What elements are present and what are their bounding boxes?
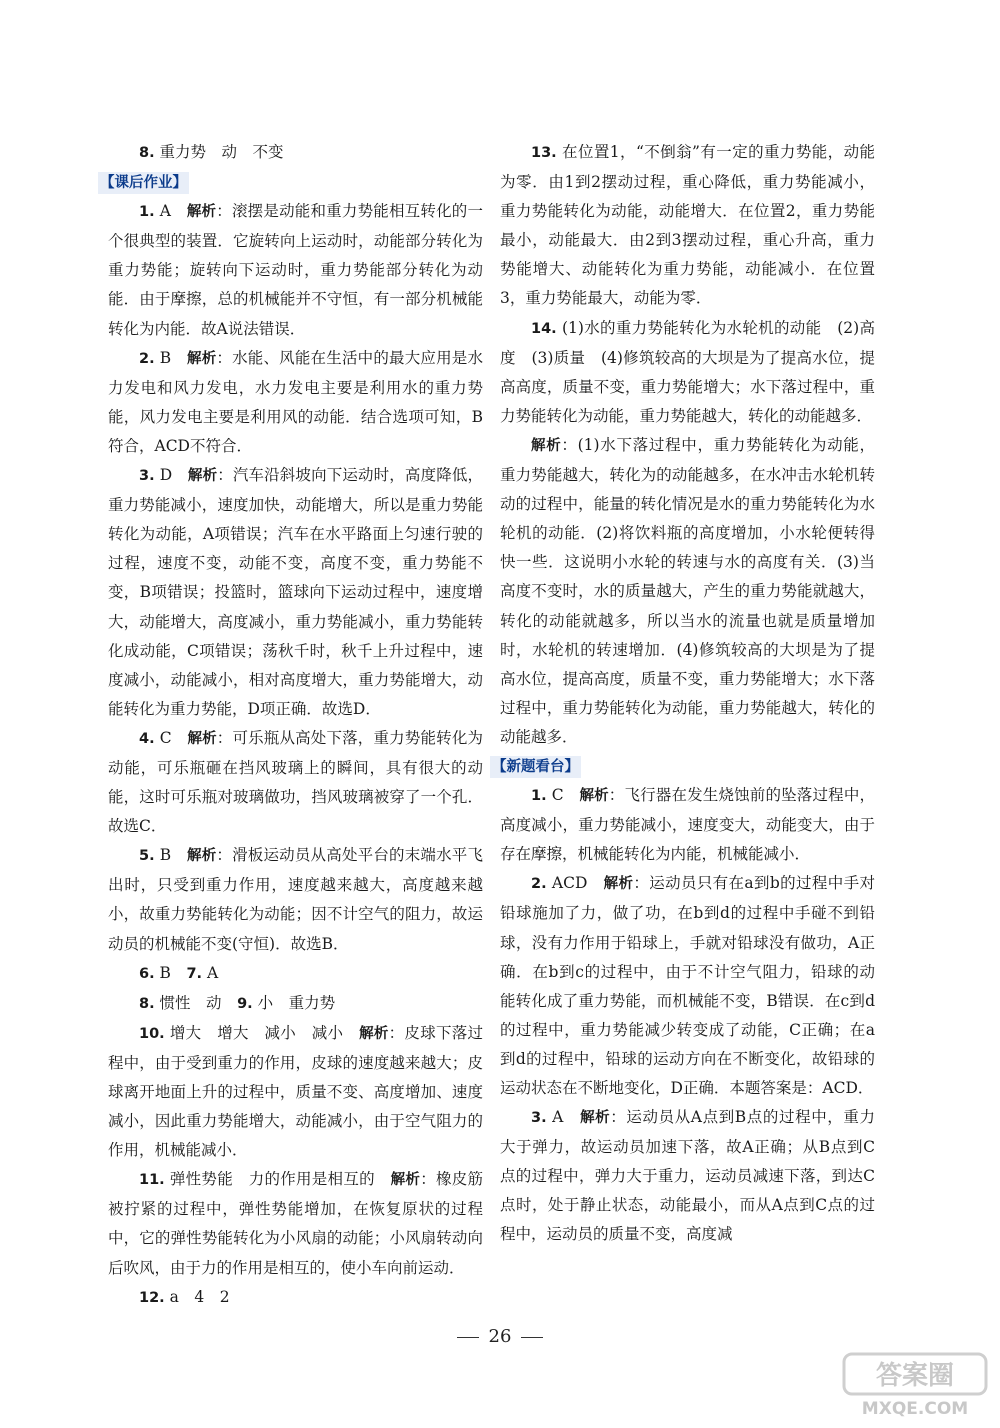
- item-number: 8.: [139, 995, 155, 1012]
- answer-item: [500, 869, 875, 1103]
- right-column: [492, 138, 875, 1250]
- item-answer: 增大 增大 减小 减小: [169, 1023, 344, 1042]
- section-label: 【新题看台】: [490, 756, 581, 778]
- item-number: 4.: [139, 730, 155, 747]
- analysis-keyword: 解析: [580, 1110, 611, 1127]
- answer-item: [108, 989, 483, 1019]
- item-text: B: [159, 963, 187, 982]
- answer-item: [108, 197, 483, 343]
- analysis-keyword: 解析: [187, 468, 218, 485]
- answer-item: [108, 138, 483, 168]
- item-number: 10.: [139, 1025, 165, 1042]
- watermark-text-bottom: MXQE.COM: [861, 1399, 969, 1419]
- left-column: [100, 138, 483, 1313]
- item-number: 1.: [531, 788, 547, 805]
- section-label: 【课后作业】: [98, 172, 189, 194]
- answer-item: [500, 314, 875, 431]
- item-text: ：滚摆是动能和重力势能相互转化的一个很典型的装置．它旋转向上运动时，动能部分转化为重力势能；旋转向下运动时，重力势能部分转化为动能．由于摩擦，总的机械能并不守恒，有一部分机械能转化为内能．故A说法错误．: [108, 202, 483, 338]
- item-number: 1.: [139, 204, 155, 221]
- item-text: ：汽车沿斜坡向下运动时，高度降低，重力势能减小，速度加快，动能增大，所以是重力势能转化为动能，A项错误；汽车在水平路面上匀速行驶的过程，速度不变，动能不变，高度不变，重力势能不变，B项错误；投篮时，篮球向下运动过程中，速度增大，动能增大，高度减小，重力势能减小，重力势能转化成动能，C项错误；荡秋千时，秋千上升过程中，速度减小，动能减小，相对高度增大，重力势能增大，动能转化为重力势能，D项正确．故选D．: [108, 466, 483, 718]
- item-text: (1)水的重力势能转化为水轮机的动能 (2)高度 (3)质量 (4)修筑较高的大坝是为了提高水位，提高高度，质量不变，重力势能增大；水下落过程中，重力势能转化为动能，重力势能越大，转化的动能越多．: [500, 318, 875, 425]
- item-number: 2.: [531, 876, 547, 893]
- item-text: 小 重力势: [257, 993, 336, 1012]
- item-number: 6.: [139, 965, 155, 982]
- analysis-keyword: 解析: [187, 350, 217, 367]
- answer-item: [500, 138, 875, 314]
- answer-item: [108, 461, 483, 724]
- answer-item: [500, 1103, 875, 1249]
- item-answer: 弹性势能 力的作用是相互的: [169, 1170, 375, 1189]
- answer-item: [500, 431, 875, 752]
- watermark-text-top: 答案圈: [875, 1361, 955, 1391]
- item-text: ：水能、风能在生活中的最大应用是水力发电和风力发电，水力发电主要是利用水的重力势能，风力发电主要是利用风的动能．结合选项可知，B符合，ACD不符合．: [108, 348, 483, 455]
- item-answer: A: [552, 1108, 564, 1127]
- item-answer: C: [159, 728, 172, 747]
- item-number: 13.: [531, 145, 557, 161]
- answer-item: [108, 1283, 483, 1313]
- page-number: 26: [0, 1326, 1000, 1347]
- page-number-dash-left: [457, 1337, 479, 1338]
- item-number: 11.: [139, 1172, 165, 1189]
- section-header: [492, 752, 875, 781]
- page-number-dash-right: [521, 1337, 543, 1338]
- item-number: 8.: [139, 145, 155, 161]
- item-answer: ACD: [551, 874, 588, 893]
- analysis-keyword: 解析: [603, 876, 634, 893]
- section-header: [100, 168, 483, 197]
- answer-item: [500, 781, 875, 869]
- item-text: A: [206, 963, 219, 982]
- analysis-keyword: 解析: [390, 1172, 421, 1189]
- analysis-keyword: 解析: [579, 788, 609, 805]
- watermark-logo: [840, 1350, 990, 1420]
- item-text: ：可乐瓶从高处下落，重力势能转化为动能，可乐瓶砸在挡风玻璃上的瞬间，具有很大的动能，这时可乐瓶对玻璃做功，挡风玻璃被穿了一个孔．故选C．: [108, 728, 483, 836]
- answer-item: [108, 959, 483, 989]
- item-number: 5.: [139, 848, 155, 865]
- analysis-keyword: 解析: [187, 848, 217, 865]
- item-answer: D: [159, 466, 173, 485]
- item-answer: B: [159, 846, 172, 865]
- item-number: 3.: [139, 468, 155, 485]
- item-text: ：运动员只有在a到b的过程中手对铅球施加了力，做了功，在b到d的过程中手碰不到铅球，没有力作用于铅球上，手就对铅球没有做功，A正确．在b到c的过程中，由于不计空气阻力，铅球的动能转化成了重力势能，而机械能不变，B错误．在c到d的过程中，重力势能减少转变成了动能，C正确；在a到d的过程中，铅球的运动方向在不断变化，故铅球的运动状态在不断地变化，D正确．本题答案是：ACD．: [500, 874, 875, 1097]
- answer-item: [108, 841, 483, 958]
- answer-item: [108, 724, 483, 841]
- item-answer: B: [159, 348, 172, 367]
- item-text: ：飞行器在发生烧蚀前的坠落过程中，高度减小，重力势能减小，速度变大，动能变大，由于存在摩擦，机械能转化为内能，机械能减小．: [500, 786, 875, 864]
- analysis-keyword: 解析: [531, 437, 562, 454]
- item-text: 在位置1，“不倒翁”有一定的重力势能，动能为零．由1到2摆动过程，重心降低，重力势能减小，重力势能转化为动能，动能增大．在位置2，重力势能最小，动能最大．由2到3摆动过程，重心升高，重力势能增大、动能转化为重力势能，动能减小．在位置3，重力势能最大，动能为零．: [500, 143, 875, 308]
- item-text: 重力势 动 不变: [159, 143, 284, 161]
- item-text: ：(1)水下落过程中，重力势能转化为动能，重力势能越大，转化为的动能越多，在水冲击水轮机转动的过程中，能量的转化情况是水的重力势能转化为水轮机的动能．(2)将饮料瓶的高度增加，小水轮便转得快一些．这说明小水轮的转速与水的高度有关．(3)当高度不变时，水的质量越大，产生的重力势能就越大，转化的动能就越多，所以当水的流量也就是质量增加时，水轮机的转速增加．(4)修筑较高的大坝是为了提高水位，提高高度，质量不变，重力势能增大；水下落过程中，重力势能转化为动能，重力势能越大，转化的动能越多．: [500, 435, 875, 746]
- analysis-keyword: 解析: [186, 204, 217, 221]
- item-text: ：运动员从A点到B点的过程中，重力大于弹力，故运动员加速下落，故A正确；从B点到C点的过程中，弹力大于重力，运动员减速下落，到达C点时，处于静止状态，动能最小，而从A点到C点的过程中，运动员的质量不变，高度减: [500, 1108, 875, 1244]
- item-number: 14.: [531, 320, 557, 337]
- analysis-keyword: 解析: [187, 730, 217, 747]
- item-text: ：橡皮筋被拧紧的过程中，弹性势能增加，在恢复原状的过程中，它的弹性势能转化为小风扇的动能；小风扇转动向后吹风，由于力的作用是相互的，使小车向前运动．: [108, 1170, 483, 1277]
- item-number: 9.: [237, 995, 253, 1012]
- item-text: a 4 2: [169, 1287, 230, 1306]
- answer-item: [108, 1165, 483, 1282]
- item-answer: A: [159, 202, 171, 221]
- analysis-keyword: 解析: [359, 1025, 389, 1042]
- item-answer: C: [551, 786, 564, 805]
- answer-item: [108, 1019, 483, 1165]
- item-number: 3.: [531, 1110, 547, 1127]
- item-number: 7.: [186, 965, 203, 982]
- answer-item: [108, 344, 483, 461]
- item-text: 惯性 动: [159, 993, 238, 1012]
- item-number: 12.: [139, 1289, 165, 1306]
- item-text: ：皮球下落过程中，由于受到重力的作用，皮球的速度越来越大；皮球离开地面上升的过程中，质量不变、高度增加、速度减小，因此重力势能增大，动能减小，由于空气阻力的作用，机械能减小．: [108, 1023, 483, 1160]
- item-text: ：滑板运动员从高处平台的末端水平飞出时，只受到重力作用，速度越来越大，高度越来越小，故重力势能转化为动能；因不计空气的阻力，故运动员的机械能不变(守恒)．故选B．: [108, 846, 483, 953]
- item-number: 2.: [139, 350, 155, 367]
